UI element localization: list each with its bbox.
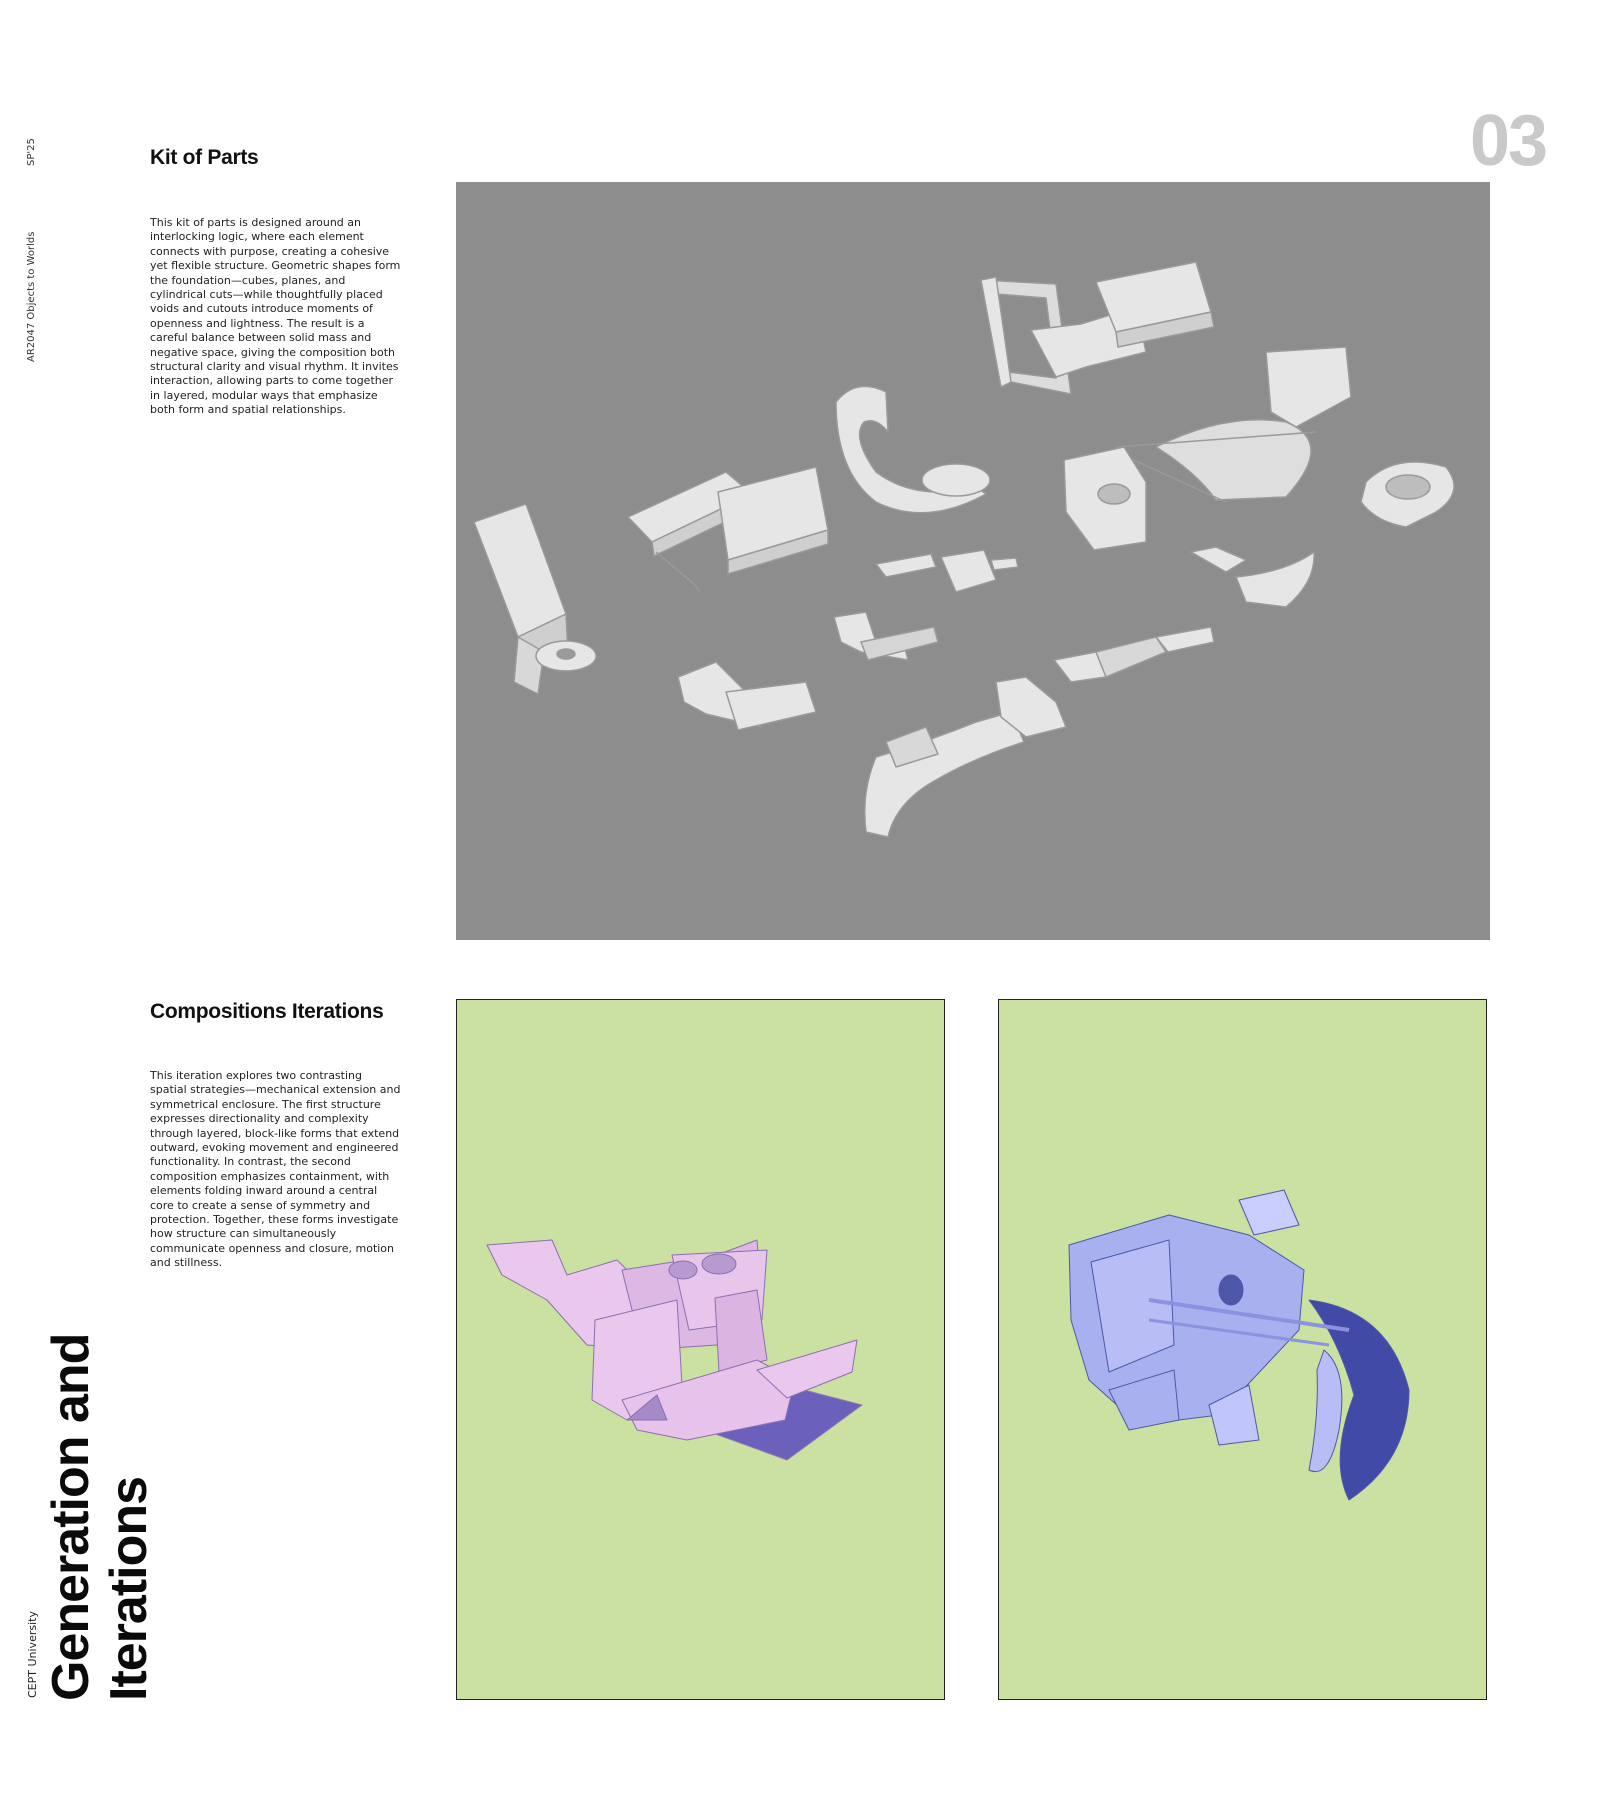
pink-composition-model	[487, 1240, 862, 1460]
semester-label: SP'25	[26, 138, 37, 166]
part-center-cylinder	[1064, 447, 1146, 550]
section-title-line1: Generation and	[42, 1333, 100, 1701]
section-title	[42, 1334, 158, 1701]
part-hook-curve	[836, 386, 990, 512]
section-title-line2: Iterations	[100, 1476, 158, 1701]
part-bracket-right	[1116, 347, 1351, 502]
blue-composition-model	[1069, 1190, 1409, 1500]
composition-panel-left	[456, 999, 945, 1700]
kit-heading: Kit of Parts	[150, 146, 259, 169]
part-l-bracket	[834, 612, 938, 660]
part-tall-block	[474, 504, 596, 694]
part-tall-frame	[981, 262, 1214, 394]
composition-panel-right	[998, 999, 1487, 1700]
kit-of-parts-render	[456, 182, 1490, 940]
part-fork	[865, 677, 1066, 837]
compositions-body-text: This iteration explores two contrasting spatial strategies—mechanical extension and symmetrical enclosure. The first structure expresses directionality and complexity through layered, block-like forms that extend outward, evoking movement and engineered functionality. In contrast, the second composition emphasizes containment, with elements folding inward around a central core to create a sense of symmetry and protection. Together, these forms investigate how structure can simultaneously communicate openness and closure, motion and stillness.	[150, 1069, 401, 1270]
part-small-connector-a	[876, 550, 1018, 592]
part-frame-block	[628, 467, 828, 592]
part-s-connector	[1054, 627, 1214, 682]
page-number: 03	[1470, 101, 1547, 181]
part-right-ring	[1361, 462, 1454, 527]
kit-body-text: This kit of parts is designed around an interlocking logic, where each element connects with purpose, creating a cohesive yet flexible structure. Geometric shapes form the foundation—cubes, planes, and cylindrical cuts—while thoughtfully placed voids and cutouts introduce moments of openness and lightness. The result is a careful balance between solid mass and negative space, giving the composition both structural clarity and visual rhythm. It invites interaction, allowing parts to come together in layered, modular ways that emphasize both form and spatial relationships.	[150, 216, 401, 417]
compositions-heading: Compositions Iterations	[150, 1000, 384, 1023]
university-label: CEPT University	[26, 1611, 39, 1698]
part-bottom-left	[678, 662, 816, 730]
part-small-connector-b	[1191, 547, 1314, 607]
course-label: AR2047 Objects to Worlds	[26, 231, 37, 362]
